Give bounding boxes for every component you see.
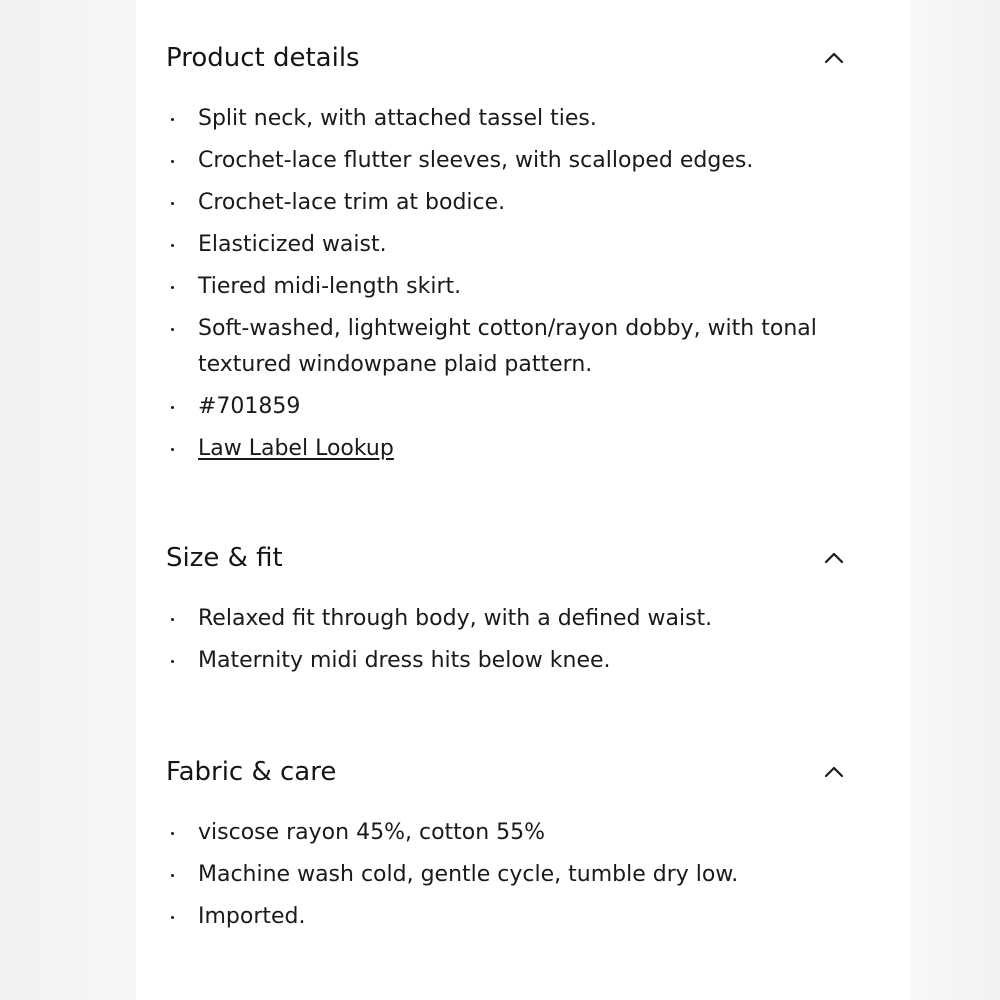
bullet-dot	[171, 118, 174, 121]
product-details-section	[166, 38, 846, 473]
list-item	[166, 143, 846, 179]
list-item	[166, 101, 846, 137]
bullet-dot	[171, 406, 174, 409]
size-fit-section	[166, 538, 846, 685]
list-item	[166, 815, 846, 851]
fabric-care-list	[166, 815, 846, 935]
list-item-text: Machine wash cold, gentle cycle, tumble dry low.	[198, 862, 739, 887]
list-item-text: Maternity midi dress hits below knee.	[198, 648, 611, 673]
product-details-header[interactable]	[166, 38, 846, 78]
list-item	[166, 899, 846, 935]
list-item-text: Split neck, with attached tassel ties.	[198, 106, 597, 131]
list-item-text: Imported.	[198, 904, 306, 929]
bullet-dot	[171, 874, 174, 877]
section-title: Product details	[166, 43, 360, 73]
list-item-text: Tiered midi-length skirt.	[198, 274, 462, 299]
bullet-dot	[171, 916, 174, 919]
list-item-text: Soft-washed, lightweight cotton/rayon dobby, with tonal textured windowpane plaid pattern.	[198, 316, 817, 377]
product-info-panel	[136, 0, 910, 1000]
list-item	[166, 431, 846, 467]
list-item-text: Relaxed fit through body, with a defined waist.	[198, 606, 713, 631]
list-item	[166, 643, 846, 679]
section-title: Fabric & care	[166, 757, 337, 787]
bullet-dot	[171, 286, 174, 289]
style-number: #701859	[198, 394, 301, 419]
list-item	[166, 389, 846, 425]
bullet-dot	[171, 832, 174, 835]
chevron-up-icon[interactable]	[822, 46, 846, 70]
chevron-up-icon[interactable]	[822, 546, 846, 570]
list-item-text: Crochet-lace flutter sleeves, with scalloped edges.	[198, 148, 754, 173]
size-fit-header[interactable]	[166, 538, 846, 578]
size-fit-list	[166, 601, 846, 679]
left-background	[0, 0, 136, 1000]
list-item	[166, 311, 846, 383]
bullet-dot	[171, 618, 174, 621]
bullet-dot	[171, 448, 174, 451]
list-item-text: Elasticized waist.	[198, 232, 387, 257]
bullet-dot	[171, 160, 174, 163]
list-item	[166, 185, 846, 221]
bullet-dot	[171, 660, 174, 663]
bullet-dot	[171, 244, 174, 247]
product-details-list	[166, 101, 846, 467]
list-item	[166, 227, 846, 263]
law-label-lookup-link[interactable]: Law Label Lookup	[198, 436, 394, 461]
list-item	[166, 857, 846, 893]
list-item	[166, 269, 846, 305]
list-item-text: viscose rayon 45%, cotton 55%	[198, 820, 546, 845]
list-item-text: Crochet-lace trim at bodice.	[198, 190, 506, 215]
bullet-dot	[171, 328, 174, 331]
right-background	[910, 0, 1000, 1000]
section-title: Size & fit	[166, 543, 283, 573]
bullet-dot	[171, 202, 174, 205]
list-item	[166, 601, 846, 637]
chevron-up-icon[interactable]	[822, 760, 846, 784]
fabric-care-section	[166, 752, 846, 941]
fabric-care-header[interactable]	[166, 752, 846, 792]
